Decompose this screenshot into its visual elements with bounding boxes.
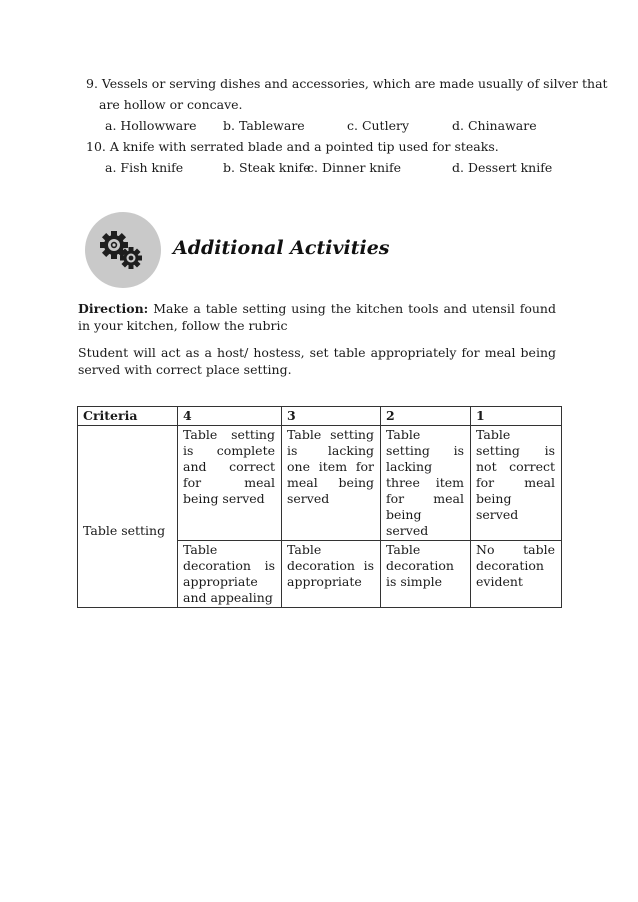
rubric-table bbox=[77, 406, 562, 608]
rubric-cell: Table decoration is simple bbox=[381, 541, 471, 608]
question-10-option-b: b. Steak knife bbox=[223, 160, 311, 175]
question-9-option-b: b. Tableware bbox=[223, 118, 305, 133]
table-row bbox=[78, 426, 562, 541]
question-10-option-d: d. Dessert knife bbox=[452, 160, 553, 175]
question-9-line2: are hollow or concave. bbox=[99, 97, 243, 112]
gears-icon bbox=[85, 212, 161, 288]
rubric-cell: Table setting is complete and correct for meal being served bbox=[178, 426, 282, 541]
question-10-option-c: c. Dinner knife bbox=[307, 160, 402, 175]
header-criteria: Criteria bbox=[78, 407, 178, 426]
header-score-4: 4 bbox=[178, 407, 282, 426]
question-9-option-d: d. Chinaware bbox=[452, 118, 537, 133]
rubric-cell: Table setting is lacking three item for meal being served bbox=[381, 426, 471, 541]
rubric-cell: Table decoration is appropriate and appealing bbox=[178, 541, 282, 608]
rubric-cell: No table decoration evident bbox=[471, 541, 562, 608]
question-9-option-c: c. Cutlery bbox=[347, 118, 410, 133]
question-10-option-a: a. Fish knife bbox=[105, 160, 184, 175]
rubric-cell: Table setting is not correct for meal being served bbox=[471, 426, 562, 541]
student-note: Student will act as a host/ hostess, set table appropriately for meal being served with correct place setting. bbox=[78, 345, 556, 377]
question-9-option-a: a. Hollowware bbox=[105, 118, 197, 133]
direction-paragraph bbox=[78, 300, 556, 334]
question-10-line1: 10. A knife with serrated blade and a pointed tip used for steaks. bbox=[86, 139, 499, 154]
header-score-3: 3 bbox=[282, 407, 381, 426]
question-9-line1: 9. Vessels or serving dishes and accessories, which are made usually of silver that bbox=[86, 76, 608, 91]
header-score-1: 1 bbox=[471, 407, 562, 426]
criteria-cell: Table setting bbox=[78, 426, 178, 608]
section-title: Additional Activities bbox=[173, 237, 390, 259]
rubric-header-row bbox=[78, 407, 562, 426]
direction-text: Make a table setting using the kitchen tools and utensil found in your kitchen, follow the rubric bbox=[78, 301, 556, 333]
direction-label: Direction: bbox=[78, 301, 149, 316]
rubric-cell: Table decoration is appropriate bbox=[282, 541, 381, 608]
rubric-cell: Table setting is lacking one item for meal being served bbox=[282, 426, 381, 541]
header-score-2: 2 bbox=[381, 407, 471, 426]
